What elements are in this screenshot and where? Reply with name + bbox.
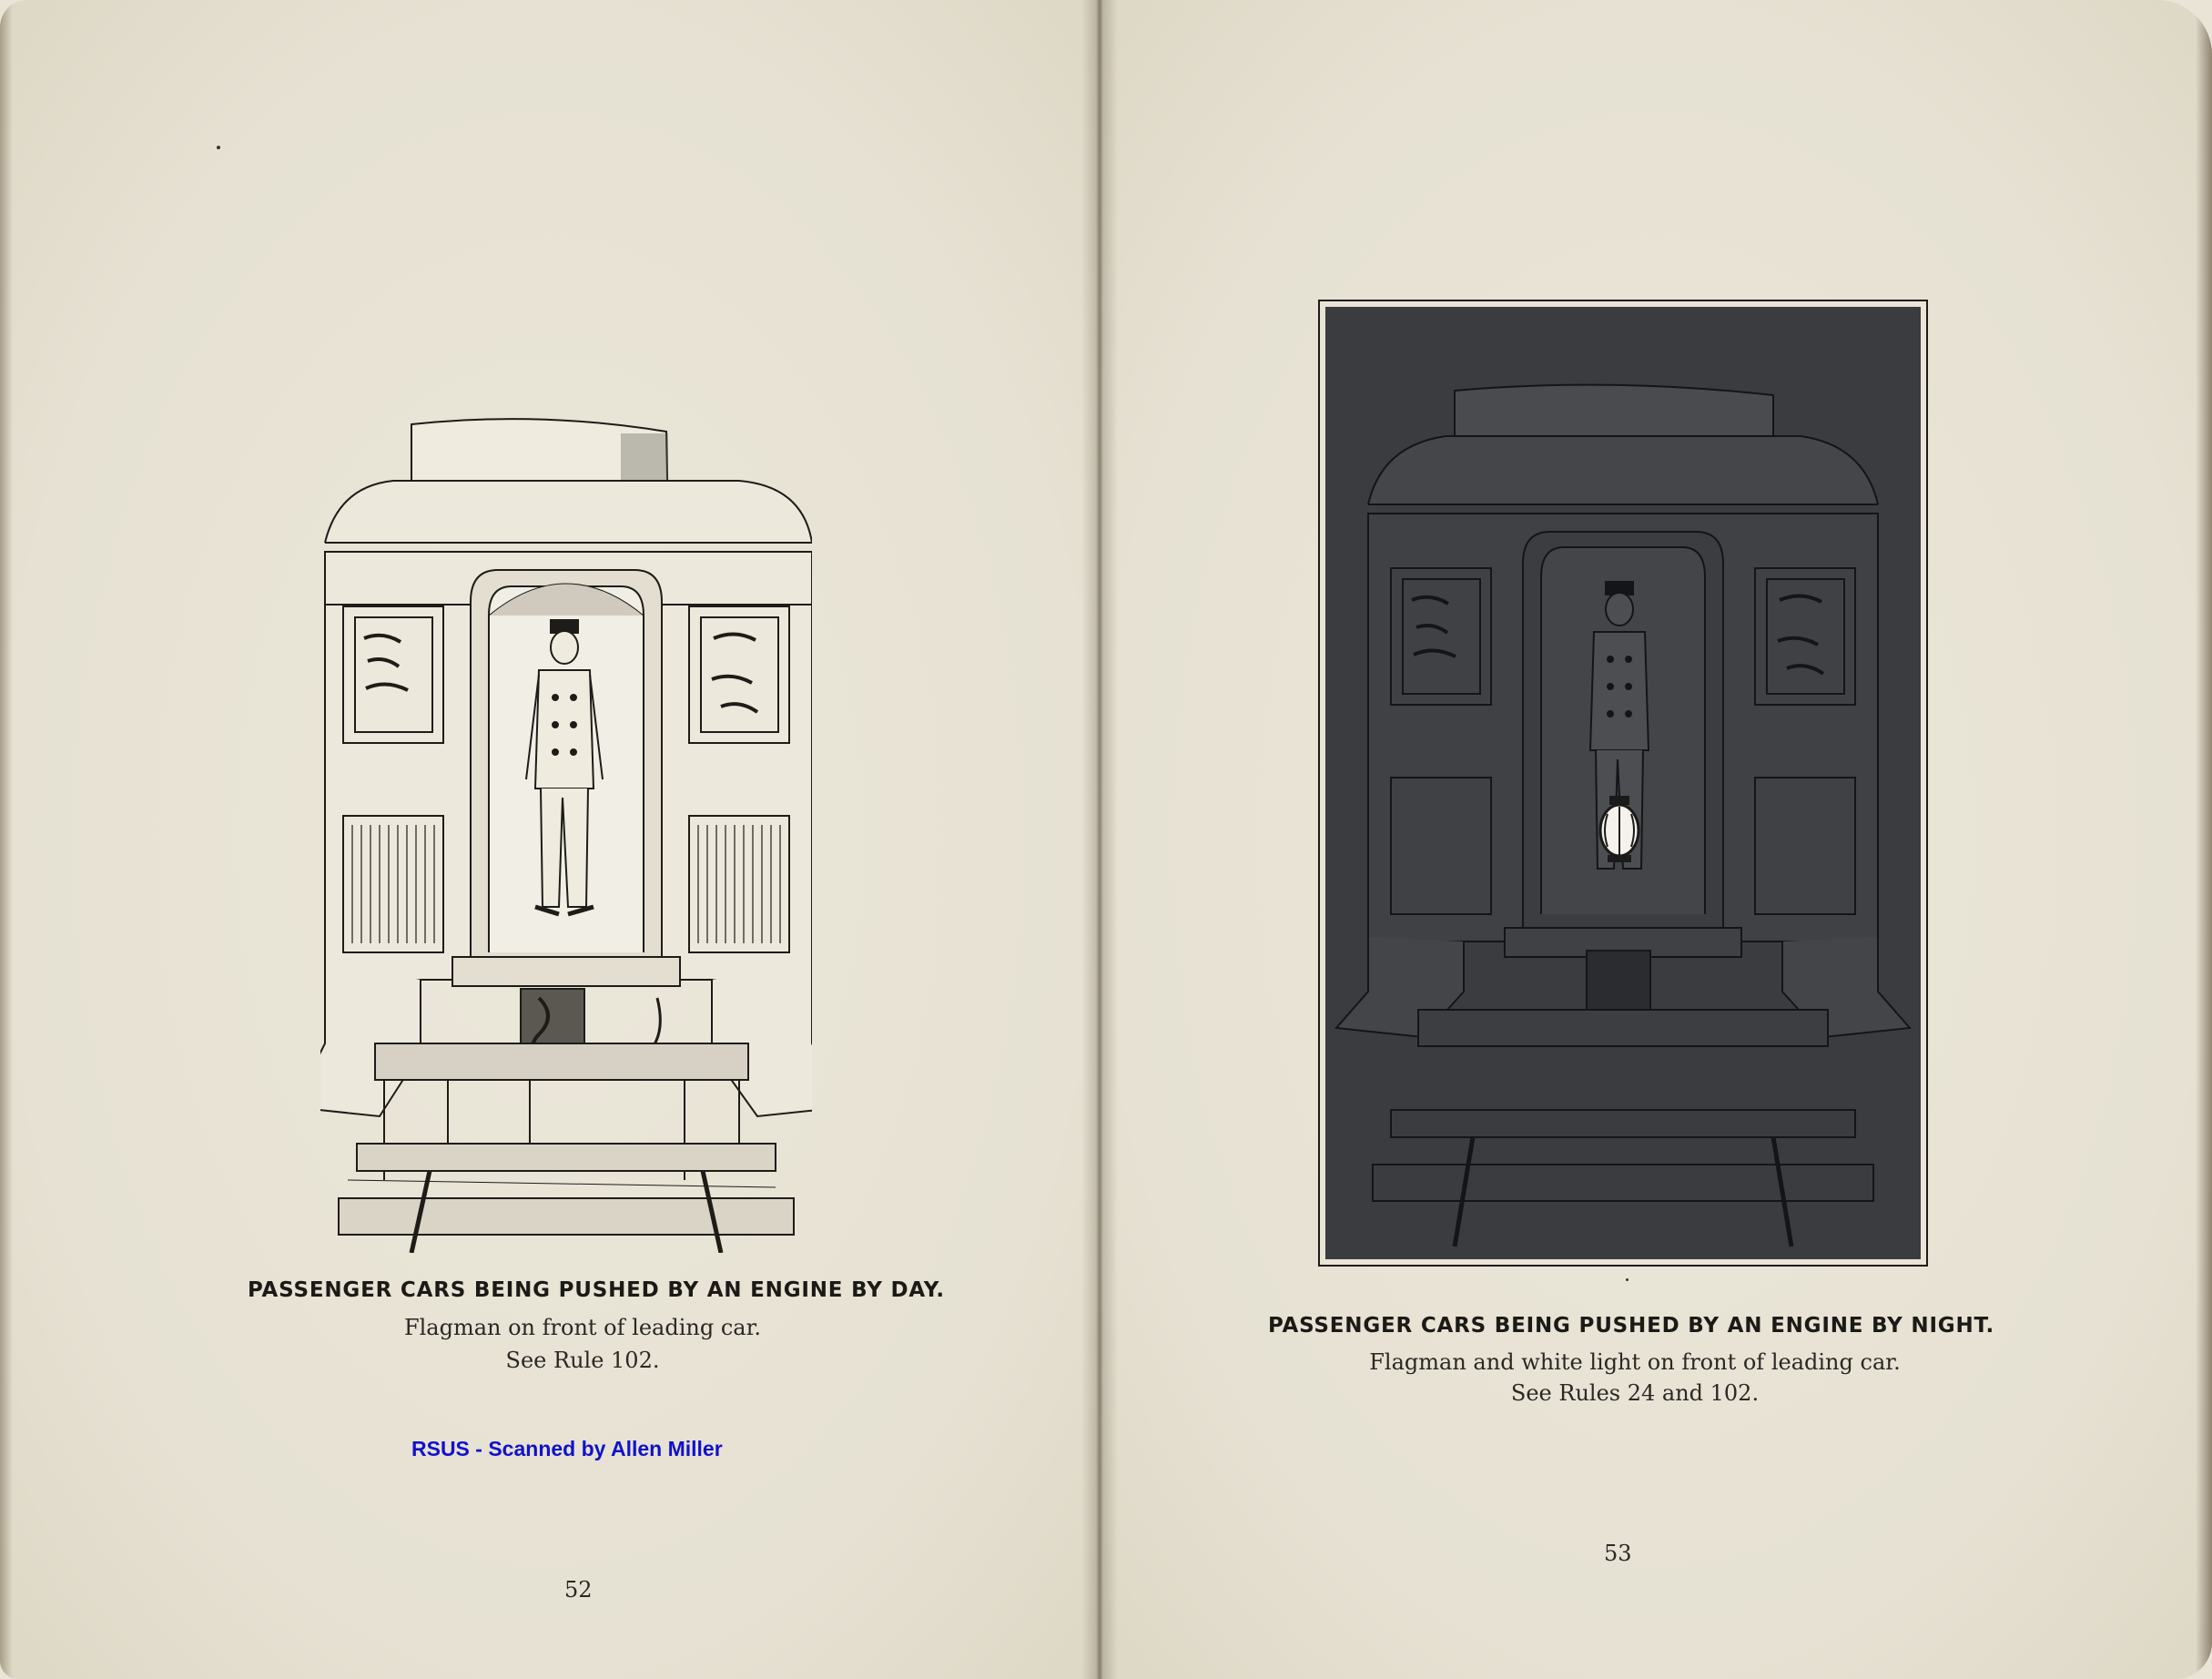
left-page [0,0,1098,1679]
page-number: 53 [1604,1541,1632,1566]
caption-rule-reference: See Rule 102. [505,1348,660,1373]
caption-title: PASSENGER CARS BEING PUSHED BY AN ENGINE BY DAY. [248,1278,945,1302]
book-gutter [1081,0,1118,1679]
page-edge [0,0,13,1679]
night-illustration [1318,300,1928,1267]
paper-speck [1626,1278,1629,1281]
day-illustration [320,415,812,1253]
right-page [1098,0,2212,1679]
caption-description: Flagman and white light on front of leading car. [1369,1349,1901,1375]
caption-rule-reference: See Rules 24 and 102. [1510,1380,1760,1406]
caption-title: PASSENGER CARS BEING PUSHED BY AN ENGINE BY NIGHT. [1267,1314,1995,1338]
page-edge [2196,0,2212,1679]
caption-description: Flagman on front of leading car. [403,1315,762,1340]
paper-speck [217,146,220,149]
page-number: 52 [564,1577,593,1603]
scan-credit: RSUS - Scanned by Allen Miller [411,1437,723,1460]
